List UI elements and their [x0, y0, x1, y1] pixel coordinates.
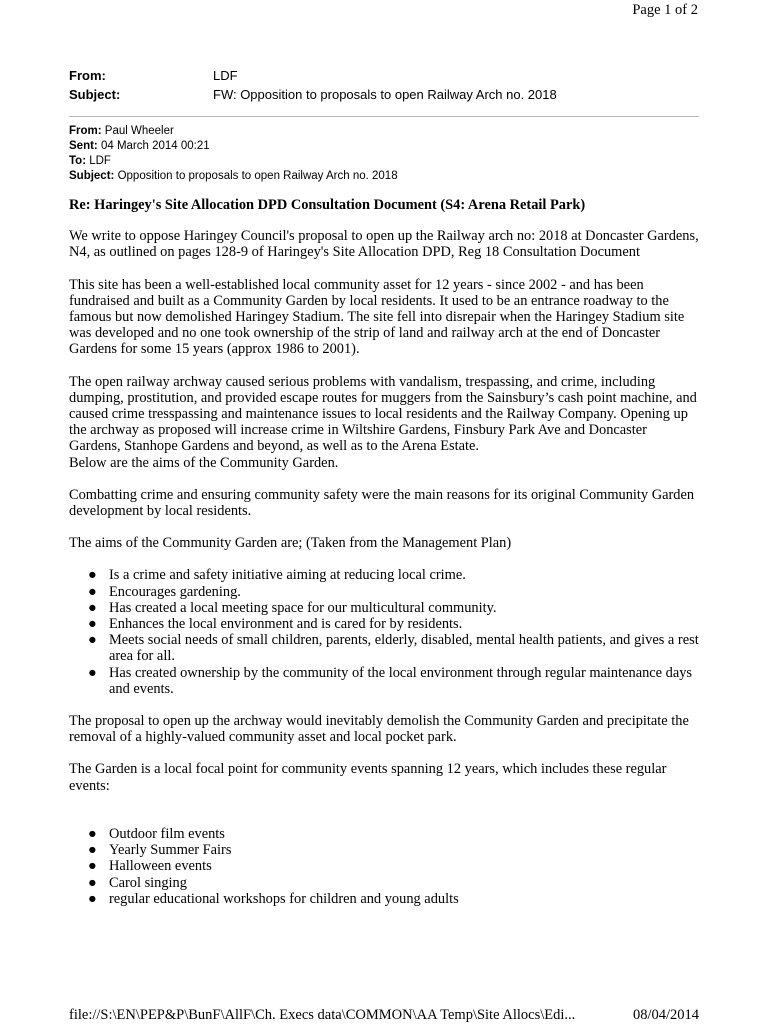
fwd-subject-label: Subject:	[69, 170, 115, 182]
fwd-sent-value: 04 March 2014 00:21	[100, 140, 210, 152]
paragraph-3-aims-intro: Below are the aims of the Community Garden.	[69, 454, 339, 471]
list-item: ● regular educational workshops for children and young adults	[88, 890, 459, 907]
paragraph-5: The aims of the Community Garden are; (Taken from the Management Plan)	[69, 535, 512, 552]
fwd-to-label: To:	[69, 155, 87, 167]
email-body	[69, 197, 701, 923]
aims-list	[69, 567, 701, 697]
bullet-icon: ●	[88, 890, 97, 907]
bullet-icon: ●	[88, 842, 97, 859]
fwd-from-label: From:	[69, 125, 102, 137]
list-item: ● Carol singing	[88, 874, 187, 891]
list-item: ● Is a crime and safety initiative aiming at reducing local crime.	[88, 567, 466, 584]
paragraph-6: The proposal to open up the archway would inevitably demolish the Community Garden and precipitate the removal of a highly-valued community asset and local pocket park.	[69, 713, 689, 746]
page-number: Page 1 of 2	[632, 2, 698, 18]
letter-heading: Re: Haringey's Site Allocation DPD Consultation Document (S4: Arena Retail Park)	[69, 197, 586, 213]
subject-label: Subject:	[69, 87, 121, 102]
paragraph-4: Combatting crime and ensuring community safety were the main reasons for its original Community Garden development by local residents.	[69, 486, 695, 520]
list-item: ● Yearly Summer Fairs	[88, 842, 232, 859]
list-item: ● Enhances the local environment and is cared for by residents.	[88, 616, 463, 633]
paragraph-1: We write to oppose Haringey Council's proposal to open up the Railway arch no: 2018 at Doncaster Gardens, N4, as outlined on pages 128-9 of Haringey's Site Allocation DPD, Reg 18 Consultation Document	[69, 228, 699, 261]
bullet-icon: ●	[88, 616, 97, 633]
file-path: file://S:\EN\PEP&P\BunF\AllF\Ch. Execs data\COMMON\AA Temp\Site Allocs\Edi...	[69, 1007, 576, 1023]
fwd-from-value: Paul Wheeler	[104, 125, 174, 137]
email-header	[69, 66, 709, 104]
paragraph-3-text: The open railway archway caused serious problems with vandalism, trespassing, and crime, including dumping, prostitution, and provided escape routes for muggers from the Sainsbury’s cash point machine, and caused crime tresspassing and maintenance issues to local residents and the Railway Company. Opening up the archway as proposed will increase crime in Wiltshire Gardens, Finsbury Park Ave and Doncaster Gardens, Stanhope Gardens and beyond, as well as to the Arena Estate.	[69, 373, 697, 455]
fwd-to-value: LDF	[89, 155, 111, 167]
paragraph-7: The Garden is a local focal point for community events spanning 12 years, which includes these regular events:	[69, 761, 667, 794]
bullet-icon: ●	[88, 664, 97, 681]
bullet-icon: ●	[88, 567, 97, 584]
paragraph-2: This site has been a well-established local community asset for 12 years - since 2002 - and has been fundraised and built as a Community Garden by local residents. It used to be an entrance roadway to the famous but now demolished Haringey Stadium. The site fell into disrepair when the Haringey Stadium site was developed and no one took ownership of the strip of land and railway arch at the end of Doncaster Gardens for some 15 years (approx 1986 to 2001).	[69, 276, 685, 358]
fwd-to-row	[69, 154, 398, 169]
bullet-icon: ●	[88, 858, 97, 875]
fwd-subject-row	[69, 169, 398, 184]
list-item: ● Halloween events	[88, 858, 212, 875]
bullet-icon: ●	[88, 599, 97, 616]
from-row	[69, 66, 709, 85]
list-item: ● Meets social needs of small children, parents, elderly, disabled, mental health patients, and gives a rest area for all.	[88, 632, 699, 665]
forwarded-header	[69, 124, 398, 184]
bullet-icon: ●	[88, 825, 97, 842]
from-label: From:	[69, 68, 106, 83]
list-item: ● Has created ownership by the community of the local environment through regular maintenance days and events.	[88, 664, 693, 697]
bullet-icon: ●	[88, 632, 97, 649]
bullet-icon: ●	[88, 583, 97, 600]
from-value: LDF	[213, 68, 238, 83]
list-item: ● Outdoor film events	[88, 825, 225, 842]
subject-value: FW: Opposition to proposals to open Railway Arch no. 2018	[213, 87, 557, 102]
bullet-icon: ●	[88, 874, 97, 891]
subject-row	[69, 85, 709, 104]
fwd-subject-value: Opposition to proposals to open Railway Arch no. 2018	[117, 170, 398, 182]
events-list	[69, 826, 701, 907]
fwd-sent-row	[69, 139, 398, 154]
print-footer	[69, 1007, 699, 1024]
header-divider	[69, 116, 699, 117]
list-item: ● Encourages gardening.	[88, 583, 241, 600]
paragraph-3	[69, 374, 701, 471]
fwd-from-row	[69, 124, 398, 139]
fwd-sent-label: Sent:	[69, 140, 98, 152]
print-date: 08/04/2014	[632, 1007, 699, 1023]
list-item: ● Has created a local meeting space for our multicultural community.	[88, 599, 497, 616]
